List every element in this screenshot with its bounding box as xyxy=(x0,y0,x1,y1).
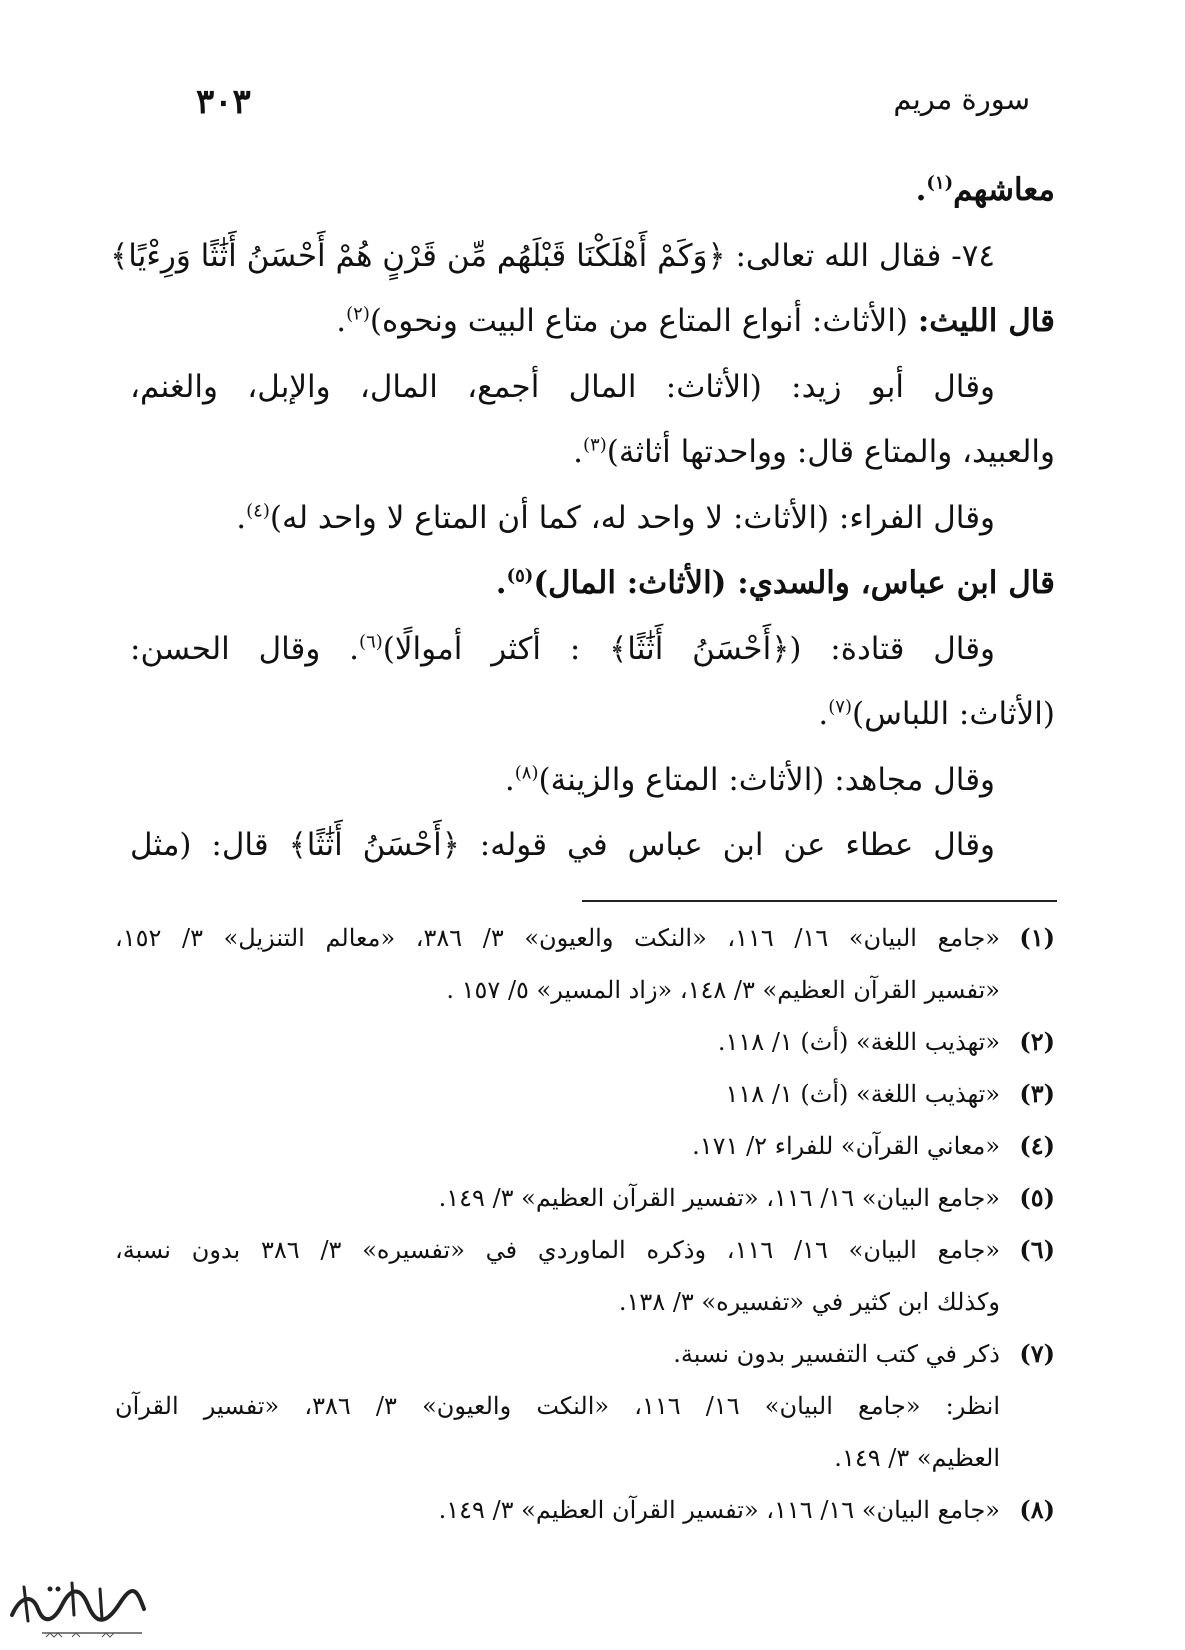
text-line: وقال قتادة: (﴿أَحْسَنُ أَثَٰثًا﴾ : أكثر أموالًا)$^{(٦)}$. وقال الحسن: xyxy=(130,630,995,667)
footnote-5: (٥) «جامع البيان» ١٦/ ١١٦، «تفسير القرآن العظيم» ٣/ ١٤٩. xyxy=(438,1183,1055,1212)
text-line: قال ابن عباس، والسدي: (الأثاث: المال)$^{(٥)}$. xyxy=(495,565,1055,601)
text-line: وقال مجاهد: (الأثاث: المتاع والزينة)$^{(٨)}$. xyxy=(504,761,995,798)
footnote-7: (٧) ذكر في كتب التفسير بدون نسبة. انظر: «جامع البيان» ١٦/ ١١٦، «النكت والعيون» ٣/ ٣٨٦، «تفسير القرآن العظيم» ٣/ ١٤٩. xyxy=(115,1339,1055,1472)
text-line: معاشهم$^{(١)}$. xyxy=(915,172,1055,208)
footnote-8: (٨) «جامع البيان» ١٦/ ١١٦، «تفسير القرآن العظيم» ٣/ ١٤٩. xyxy=(438,1495,1055,1524)
text-line: (الأثاث: اللباس)$^{(٧)}$. xyxy=(818,696,1055,732)
footnote-6: (٦) «جامع البيان» ١٦/ ١١٦، وذكره الماوردي في «تفسيره» ٣/ ٣٨٦ بدون نسبة، وكذلك ابن كثير في «تفسيره» ٣/ ١٣٨. xyxy=(115,1235,1055,1316)
footnotes xyxy=(115,912,1055,1536)
text-line: وقال الفراء: (الأثاث: لا واحد له، كما أن المتاع لا واحد له)$^{(٤)}$. xyxy=(236,499,995,536)
footnote-3: (٣) «تهذيب اللغة» (أث) ١/ ١١٨ xyxy=(725,1079,1055,1108)
footnote-2: (٢) «تهذيب اللغة» (أث) ١/ ١١٨. xyxy=(717,1027,1055,1056)
verse-line: ٧٤- فقال الله تعالى: ﴿وَكَمْ أَهْلَكْنَا قَبْلَهُم مِّن قَرْنٍ هُمْ أَحْسَنُ أَثَٰثًا وَرِءْيًا﴾ xyxy=(110,237,995,274)
footnote-separator xyxy=(582,900,1057,902)
text-line: قال الليث: (الأثاث: أنواع المتاع من متاع البيت ونحوه)$^{(٢)}$. xyxy=(336,303,1055,339)
text-line: والعبيد، والمتاع قال: وواحدتها أثاثة)$^{(٣)}$. xyxy=(573,434,1055,470)
text-line: وقال أبو زيد: (الأثاث: المال أجمع، المال، والإبل، والغنم، xyxy=(130,368,995,405)
footnote-1: (١) «جامع البيان» ١٦/ ١١٦، «النكت والعيون» ٣/ ٣٨٦، «معالم التنزيل» ٣/ ١٥٢، «تفسير القرآن العظيم» ٣/ ١٤٨، «زاد المسير» ٥/ ١٥٧ . xyxy=(115,923,1055,1004)
text-line: وقال عطاء عن ابن عباس في قوله: ﴿أَحْسَنُ أَثَٰثًا﴾ قال: (مثل xyxy=(130,827,995,863)
publisher-logo xyxy=(2,1575,152,1643)
footnote-4: (٤) «معاني القرآن» للفراء ٢/ ١٧١. xyxy=(692,1131,1055,1160)
running-header-surah: سورة مريم xyxy=(893,82,1030,116)
page-number: ٣٠٣ xyxy=(196,82,251,122)
main-text xyxy=(110,158,1055,879)
